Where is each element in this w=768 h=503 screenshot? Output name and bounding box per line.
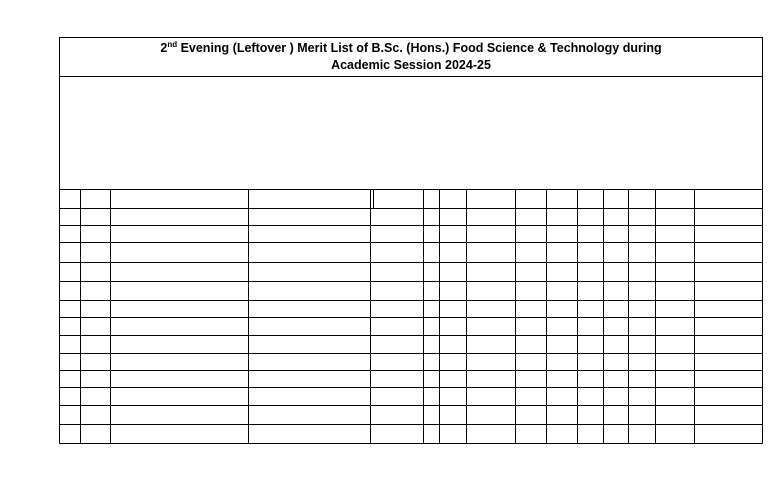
title-ordinal-suffix: nd	[167, 40, 178, 49]
title-text: Evening (Leftover ) Merit List of B.Sc. (Hons.) Food Science & Technology during	[177, 41, 662, 55]
page-title-line-2: Academic Session 2024-25	[331, 58, 491, 72]
title-box	[60, 38, 763, 77]
blank-notice-area	[60, 77, 763, 190]
merit-list-table	[60, 190, 763, 444]
title-ordinal: 2	[160, 41, 168, 55]
page-title-line-1	[160, 40, 661, 55]
